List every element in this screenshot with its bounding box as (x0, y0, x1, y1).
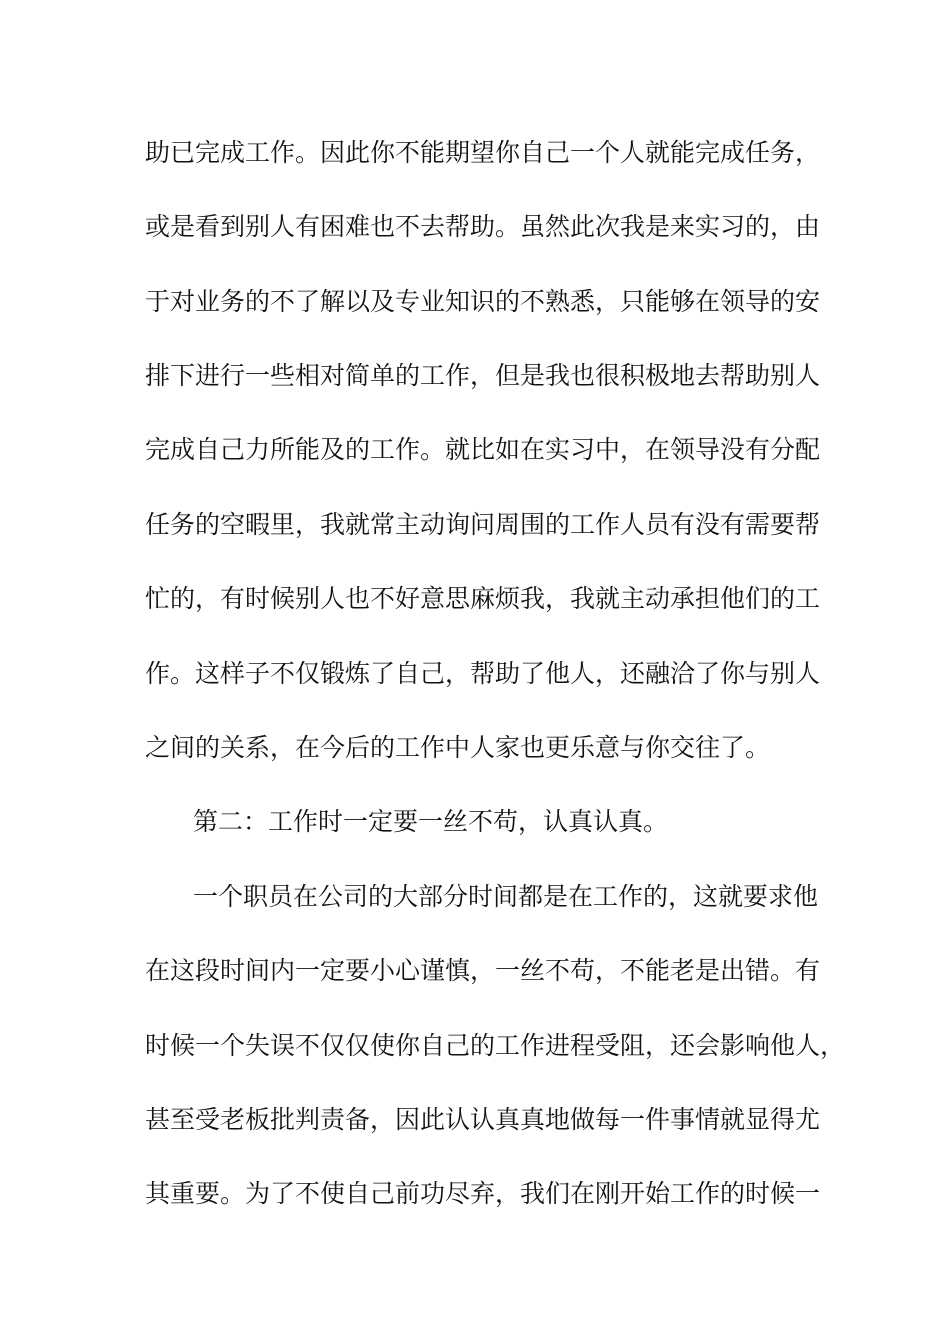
text-line: 忙的，有时候别人也不好意思麻烦我，我就主动承担他们的工 (145, 584, 821, 613)
text-line: 一个职员在公司的大部分时间都是在工作的，这就要求他 (193, 882, 819, 911)
text-line: 甚至受老板批判责备，因此认认真真地做每一件事情就显得尤 (145, 1105, 821, 1134)
text-line: 其重要。为了不使自己前功尽弃，我们在刚开始工作的时候一 (145, 1179, 821, 1208)
text-line: 排下进行一些相对简单的工作，但是我也很积极地去帮助别人 (145, 361, 821, 390)
text-line: 或是看到别人有困难也不去帮助。虽然此次我是来实习的，由 (145, 212, 821, 241)
section-heading: 第二：工作时一定要一丝不苟，认真认真。 (193, 807, 669, 836)
text-line: 任务的空暇里，我就常主动询问周围的工作人员有没有需要帮 (145, 510, 821, 539)
text-line: 时候一个失误不仅仅使你自己的工作进程受阻，还会影响他人， (145, 1031, 846, 1060)
text-line: 助已完成工作。因此你不能期望你自己一个人就能完成任务， (145, 138, 821, 167)
text-line: 在这段时间内一定要小心谨慎，一丝不苟，不能老是出错。有 (145, 956, 821, 985)
text-line: 完成自己力所能及的工作。就比如在实习中，在领导没有分配 (145, 435, 821, 464)
text-line: 之间的关系，在今后的工作中人家也更乐意与你交往了。 (145, 733, 771, 762)
text-line: 于对业务的不了解以及专业知识的不熟悉，只能够在领导的安 (145, 287, 821, 316)
text-line: 作。这样子不仅锻炼了自己，帮助了他人，还融洽了你与别人 (145, 659, 821, 688)
